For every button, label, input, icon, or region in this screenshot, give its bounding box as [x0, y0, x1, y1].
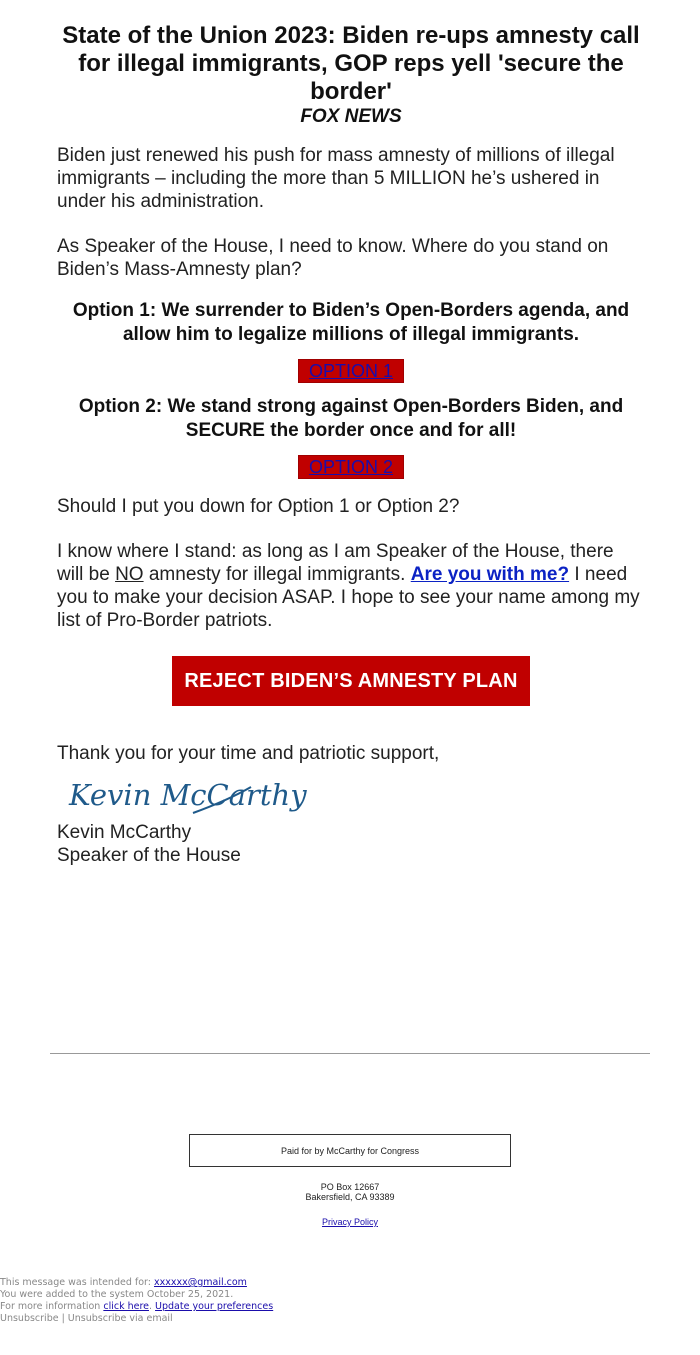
- address-line-1: PO Box 12667: [320, 1182, 380, 1192]
- paid-for-text: Paid for by McCarthy for Congress: [280, 1145, 420, 1156]
- address-line-2: Bakersfield, CA 93389: [305, 1192, 395, 1202]
- para3-part-a: I know where I stand: as long as I am Speaker of the House, there will be: [57, 541, 614, 585]
- reject-amnesty-button[interactable]: REJECT BIDEN’S AMNESTY PLAN: [172, 656, 529, 706]
- sender-title: Speaker of the House: [57, 845, 241, 866]
- para3-part-b: amnesty for illegal immigrants.: [143, 564, 411, 585]
- footer-intended-line: [0, 1277, 273, 1289]
- footer-added-line: You were added to the system October 25, 2021.: [0, 1289, 234, 1300]
- thanks-line: Thank you for your time and patriotic support,: [57, 743, 440, 764]
- mailing-address: [200, 1182, 500, 1202]
- article-source: FOX NEWS: [300, 106, 402, 127]
- recipient-email-link[interactable]: xxxxxx@gmail.com: [154, 1277, 247, 1288]
- footer-separator: .: [149, 1301, 156, 1312]
- body-paragraph-2: As Speaker of the House, I need to know. Where do you stand on Biden’s Mass-Amnesty plan?: [57, 236, 609, 280]
- email-content: [57, 22, 645, 867]
- signature-text: Kevin McCarthy: [69, 778, 307, 812]
- footer-unsubscribe-line[interactable]: Unsubscribe | Unsubscribe via email: [0, 1313, 173, 1324]
- body-paragraph-3: [57, 540, 645, 632]
- option-1-button[interactable]: OPTION 1: [298, 359, 404, 383]
- option-2-button[interactable]: OPTION 2: [298, 455, 404, 479]
- body-paragraph-1: Biden just renewed his push for mass amnesty of millions of illegal immigrants – including the more than 5 MILLION he’s ushered in under his administration.: [57, 145, 615, 212]
- footer-divider: [50, 1053, 650, 1054]
- option-2-text: Option 2: We stand strong against Open-Borders Biden, and SECURE the border once and for all!: [78, 396, 624, 441]
- update-preferences-link[interactable]: Update your preferences: [155, 1301, 274, 1312]
- para3-part-c: I need you to make your decision ASAP. I hope to see your name among my list of Pro-Border patriots.: [57, 564, 640, 631]
- intended-prefix: This message was intended for:: [0, 1277, 154, 1288]
- click-here-link[interactable]: click here: [103, 1301, 149, 1312]
- paid-for-box: [189, 1134, 511, 1167]
- privacy-policy-link[interactable]: Privacy Policy: [321, 1217, 378, 1227]
- are-you-with-me-link[interactable]: Are you with me?: [410, 564, 570, 585]
- option-question: Should I put you down for Option 1 or Option 2?: [57, 496, 460, 517]
- article-headline: State of the Union 2023: Biden re-ups amnesty call for illegal immigrants, GOP reps yell 'secure the border': [62, 22, 640, 105]
- para3-no: NO: [115, 564, 144, 585]
- more-info-prefix: For more information: [0, 1301, 104, 1312]
- sender-name: Kevin McCarthy: [57, 822, 192, 843]
- email-footer: [0, 1277, 273, 1325]
- footer-more-info-line: [0, 1301, 273, 1313]
- option-1-text: Option 1: We surrender to Biden’s Open-Borders agenda, and allow him to legalize millions of illegal immigrants.: [72, 300, 630, 345]
- signature-image: [65, 769, 307, 821]
